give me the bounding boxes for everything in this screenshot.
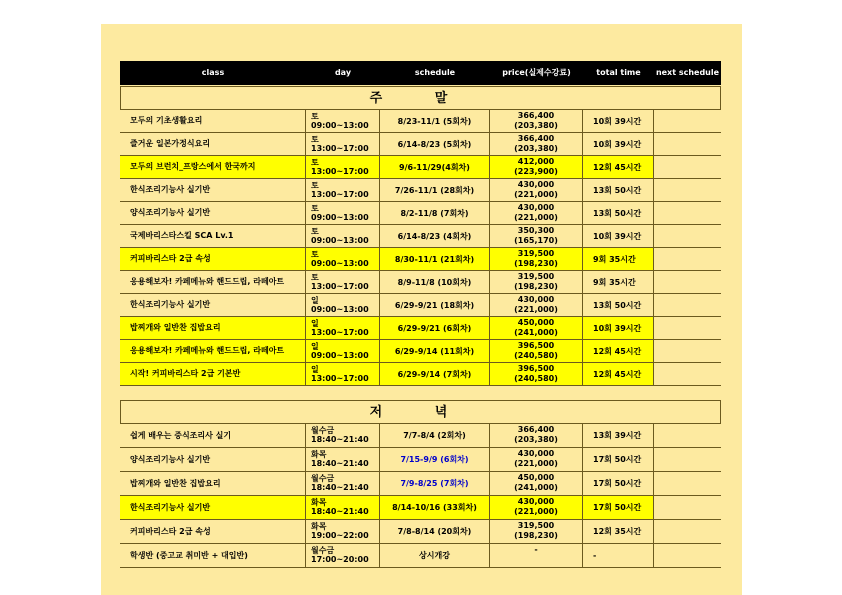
class-day: 월수금 18:40~21:40	[306, 472, 380, 495]
class-total-time: 12회 45시간	[583, 363, 654, 385]
class-total-time: 17회 50시간	[583, 496, 654, 519]
table-row	[120, 317, 721, 340]
class-total-time: 13회 50시간	[583, 294, 654, 316]
class-next-schedule	[654, 156, 721, 178]
class-next-schedule	[654, 110, 721, 132]
class-schedule: 상시개강	[380, 544, 490, 567]
header-day: day	[334, 68, 352, 77]
table-row	[120, 424, 721, 448]
class-price: 430,000 (221,000)	[490, 496, 583, 519]
class-day: 일 13:00~17:00	[306, 317, 380, 339]
table-row	[120, 271, 721, 294]
table-row	[120, 133, 721, 156]
class-total-time: 10회 39시간	[583, 225, 654, 247]
table-header	[120, 61, 721, 85]
class-schedule: 6/29-9/14 (7회차)	[380, 363, 490, 385]
table-row	[120, 544, 721, 568]
class-name: 쉽게 배우는 중식조리사 실기	[120, 424, 306, 447]
class-total-time: 9회 35시간	[583, 271, 654, 293]
class-schedule: 6/29-9/21 (18회차)	[380, 294, 490, 316]
class-schedule: 6/14-8/23 (5회차)	[380, 133, 490, 155]
class-price: 319,500 (198,230)	[490, 520, 583, 543]
class-name: 밥찌개와 일반찬 집밥요리	[120, 317, 306, 339]
class-day: 토 13:00~17:00	[306, 156, 380, 178]
class-price: 350,300 (165,170)	[490, 225, 583, 247]
class-total-time: 10회 39시간	[583, 133, 654, 155]
table-row	[120, 472, 721, 496]
class-day: 일 09:00~13:00	[306, 340, 380, 362]
header-next-schedule: next schedule	[655, 68, 720, 77]
class-schedule: 8/2-11/8 (7회차)	[380, 202, 490, 224]
class-price: 396,500 (240,580)	[490, 363, 583, 385]
class-schedule: 7/7-8/4 (2회차)	[380, 424, 490, 447]
class-day: 토 13:00~17:00	[306, 133, 380, 155]
class-next-schedule	[654, 544, 721, 567]
class-name: 즐거운 일본가정식요리	[120, 133, 306, 155]
class-day: 일 09:00~13:00	[306, 294, 380, 316]
class-next-schedule	[654, 133, 721, 155]
class-name: 한식조리기능사 실기반	[120, 294, 306, 316]
table-row	[120, 202, 721, 225]
class-next-schedule	[654, 448, 721, 471]
class-next-schedule	[654, 294, 721, 316]
table-row	[120, 110, 721, 133]
class-total-time: 13회 50시간	[583, 179, 654, 201]
class-day: 토 13:00~17:00	[306, 271, 380, 293]
section-title-weekend: 주 말	[120, 86, 721, 110]
class-name: 커피바리스타 2급 속성	[120, 520, 306, 543]
class-day: 월수금 18:40~21:40	[306, 424, 380, 447]
class-schedule: 7/15-9/9 (6회차)	[380, 448, 490, 471]
table-row	[120, 520, 721, 544]
class-schedule: 8/9-11/8 (10회차)	[380, 271, 490, 293]
table-row	[120, 225, 721, 248]
class-total-time: 13회 50시간	[583, 202, 654, 224]
class-schedule: 7/9-8/25 (7회차)	[380, 472, 490, 495]
class-total-time: 12회 35시간	[583, 520, 654, 543]
class-schedule: 6/14-8/23 (4회차)	[380, 225, 490, 247]
class-next-schedule	[654, 424, 721, 447]
header-schedule: schedule	[414, 68, 456, 77]
class-price: 450,000 (241,000)	[490, 317, 583, 339]
class-next-schedule	[654, 520, 721, 543]
class-name: 국제바리스타스킬 SCA Lv.1	[120, 225, 306, 247]
class-day: 화목 19:00~22:00	[306, 520, 380, 543]
class-name: 한식조리기능사 실기반	[120, 179, 306, 201]
class-total-time: 12회 45시간	[583, 156, 654, 178]
table-row	[120, 156, 721, 179]
class-next-schedule	[654, 225, 721, 247]
table-row	[120, 363, 721, 386]
table-row	[120, 340, 721, 363]
class-next-schedule	[654, 317, 721, 339]
class-total-time: 17회 50시간	[583, 472, 654, 495]
class-price: 366,400 (203,380)	[490, 424, 583, 447]
table-row	[120, 294, 721, 317]
class-name: 모두의 브런치_프랑스에서 한국까지	[120, 156, 306, 178]
class-day: 월수금 17:00~20:00	[306, 544, 380, 567]
class-price: 396,500 (240,580)	[490, 340, 583, 362]
class-name: 한식조리기능사 실기반	[120, 496, 306, 519]
class-name: 양식조리기능사 실기반	[120, 202, 306, 224]
class-price: 366,400 (203,380)	[490, 110, 583, 132]
class-name: 학생반 (중고교 취미반 + 대입반)	[120, 544, 306, 567]
class-price: 450,000 (241,000)	[490, 472, 583, 495]
class-price: 430,000 (221,000)	[490, 202, 583, 224]
table-row	[120, 448, 721, 472]
class-total-time: 10회 39시간	[583, 317, 654, 339]
class-name: 밥찌개와 일반찬 집밥요리	[120, 472, 306, 495]
class-day: 토 13:00~17:00	[306, 179, 380, 201]
class-total-time: 9회 35시간	[583, 248, 654, 270]
class-name: 모두의 기초생활요리	[120, 110, 306, 132]
class-next-schedule	[654, 340, 721, 362]
class-day: 토 09:00~13:00	[306, 248, 380, 270]
class-next-schedule	[654, 271, 721, 293]
class-schedule: 9/6-11/29(4회차)	[380, 156, 490, 178]
class-name: 시작! 커피바리스타 2급 기본반	[120, 363, 306, 385]
class-schedule: 6/29-9/21 (6회차)	[380, 317, 490, 339]
class-name: 커피바리스타 2급 속성	[120, 248, 306, 270]
header-price: price(실제수강료)	[502, 68, 571, 77]
header-total-time: total time	[596, 68, 641, 77]
table-row	[120, 248, 721, 271]
class-day: 화목 18:40~21:40	[306, 496, 380, 519]
class-next-schedule	[654, 179, 721, 201]
class-total-time: 10회 39시간	[583, 110, 654, 132]
class-name: 응용해보자! 카페메뉴와 핸드드립, 라떼아트	[120, 271, 306, 293]
class-schedule: 7/8-8/14 (20회차)	[380, 520, 490, 543]
class-price: 430,000 (221,000)	[490, 179, 583, 201]
class-schedule: 8/14-10/16 (33회차)	[380, 496, 490, 519]
class-total-time: 13회 39시간	[583, 424, 654, 447]
class-schedule: 6/29-9/14 (11회차)	[380, 340, 490, 362]
class-price: 430,000 (221,000)	[490, 294, 583, 316]
class-total-time: 12회 45시간	[583, 340, 654, 362]
class-name: 양식조리기능사 실기반	[120, 448, 306, 471]
class-name: 응용해보자! 카페메뉴와 핸드드립, 라떼아트	[120, 340, 306, 362]
class-total-time: -	[583, 544, 654, 567]
class-next-schedule	[654, 202, 721, 224]
class-day: 토 09:00~13:00	[306, 202, 380, 224]
class-day: 화목 18:40~21:40	[306, 448, 380, 471]
class-day: 토 09:00~13:00	[306, 225, 380, 247]
section-title-evening: 저 녁	[120, 400, 721, 424]
class-price: 366,400 (203,380)	[490, 133, 583, 155]
class-price: 319,500 (198,230)	[490, 271, 583, 293]
class-next-schedule	[654, 363, 721, 385]
class-total-time: 17회 50시간	[583, 448, 654, 471]
class-day: 일 13:00~17:00	[306, 363, 380, 385]
table-row	[120, 496, 721, 520]
class-next-schedule	[654, 248, 721, 270]
class-price: -	[490, 544, 583, 567]
class-next-schedule	[654, 472, 721, 495]
table-row	[120, 179, 721, 202]
header-class: class	[201, 68, 225, 77]
class-schedule: 8/30-11/1 (21회차)	[380, 248, 490, 270]
class-price: 430,000 (221,000)	[490, 448, 583, 471]
class-next-schedule	[654, 496, 721, 519]
class-schedule: 8/23-11/1 (5회차)	[380, 110, 490, 132]
class-day: 토 09:00~13:00	[306, 110, 380, 132]
class-schedule: 7/26-11/1 (28회차)	[380, 179, 490, 201]
class-price: 319,500 (198,230)	[490, 248, 583, 270]
class-price: 412,000 (223,900)	[490, 156, 583, 178]
